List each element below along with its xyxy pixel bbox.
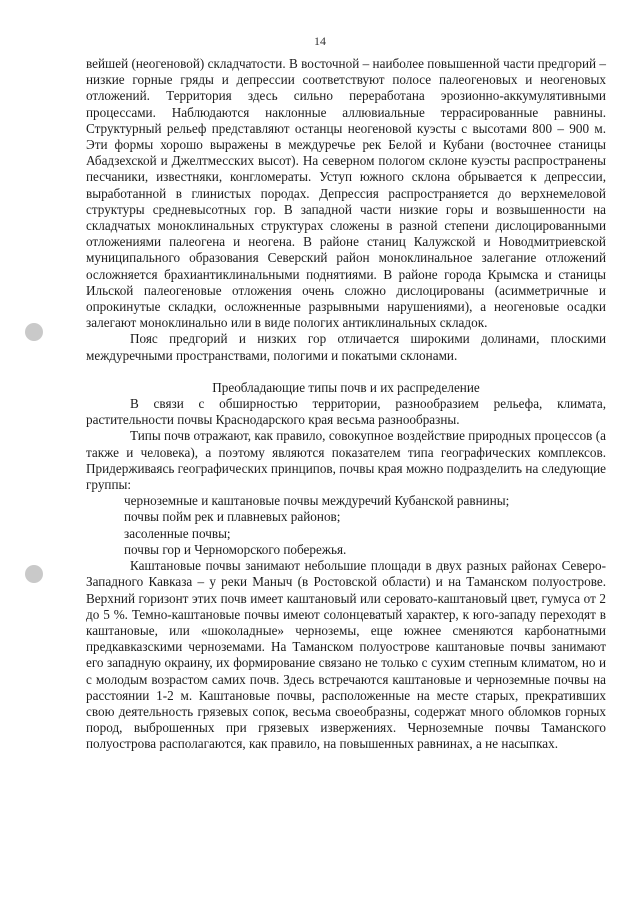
list-item: почвы пойм рек и плавневых районов; [124, 509, 341, 525]
list-item: черноземные и каштановые почвы междуречий Кубанской равнины; [124, 493, 510, 509]
page-body [86, 56, 606, 753]
paragraph-soil-types: Типы почв отражают, как правило, совокупное воздействие природных процессов (а также и человека), а поэтому являются показателем типа географических комплексов. Придерживаясь географических принципов, почвы края можно подразделить на следующие группы: [86, 428, 606, 493]
page-number: 14 [314, 34, 326, 48]
punch-hole-top [25, 323, 43, 341]
section-heading: Преобладающие типы почв и их распределение [212, 379, 480, 395]
list-item: засоленные почвы; [124, 525, 231, 541]
paragraph-chestnut-soils: Каштановые почвы занимают небольшие площади в двух разных районах Северо-Западного Кавказа – у реки Маныч (в Ростовской области) и на Таманском полуострове. Верхний горизонт этих почв имеет каштановый или серовато-каштановый цвет, гумуса от 2 до 5 %. Темно-каштановые почвы имеют солонцеватый характер, к юго-западу переходят в каштановые, или «шоколадные» черноземы, еще южнее сменяются карбонатными предкавказскими черноземами. На Таманском полуострове каштановые почвы занимают его западную окраину, их формирование связано не только с сухим степным климатом, но и с молодым возрастом самих почв. Здесь встречаются каштановые и черноземные почвы на расстоянии 1-2 м. Каштановые почвы, расположенные на месте старых, прекративших свою деятельность грязевых сопок, весьма своеобразны, содержат много обломков горных пород, выброшенных при грязевых извержениях. Черноземные почвы Таманского полуострова располагаются, как правило, на повышенных равнинах, а не насыпках. [86, 558, 606, 752]
paragraph-folding: вейшей (неогеновой) складчатости. В восточной – наиболее повышенной части предгорий – низкие горные гряды и депрессии соответствуют полосе палеогеновых и неогеновых отложений. Территория здесь сильно переработана эрозионно-аккумулятивными процессами. Наблюдаются наклонные аллювиальные террасированные равнины. Структурный рельеф представляют останцы неогеновой куэсты с высотами 800 – 900 м. Эти формы хорошо выражены в междуречье рек Белой и Кубани (восточнее станицы Абадзехской и Джелтмесских высот). На северном пологом склоне куэсты распространены песчаники, известняки, конгломераты. Уступ южного склона обрывается к депрессии, выработанной в глинистых породах. Депрессия распространяется до верхнемеловой структуры средневысотных гор. В западной части низкие горы и возвышенности на складчатых моноклинальных структурах сложены в разной степени дислоцированными отложениями палеогена и неогена. В районе станиц Калужской и Новодмитриевской муниципального образования Северский район моноклинальное залегание отложений осложняется брахиантиклинальными поднятиями. В районе города Крымска и станицы Ильской палеогеновые отложения очень сложно дислоцированы (асимметричные и опрокинутые складки, осложненные разрывными нарушениями), а неогеновые осадки залегают моноклинально или в виде пологих антиклинальных складок. [86, 56, 606, 331]
paragraph-soil-intro: В связи с обширностью территории, разнообразием рельефа, климата, растительности почвы Краснодарского края весьма разнообразны. [86, 396, 606, 428]
paragraph-foothills: Пояс предгорий и низких гор отличается широкими долинами, плоскими междуречными пространствами, пологими и покатыми склонами. [86, 331, 606, 363]
punch-hole-bottom [25, 565, 43, 583]
soil-groups-list [86, 493, 606, 558]
list-item: почвы гор и Черноморского побережья. [124, 541, 347, 557]
